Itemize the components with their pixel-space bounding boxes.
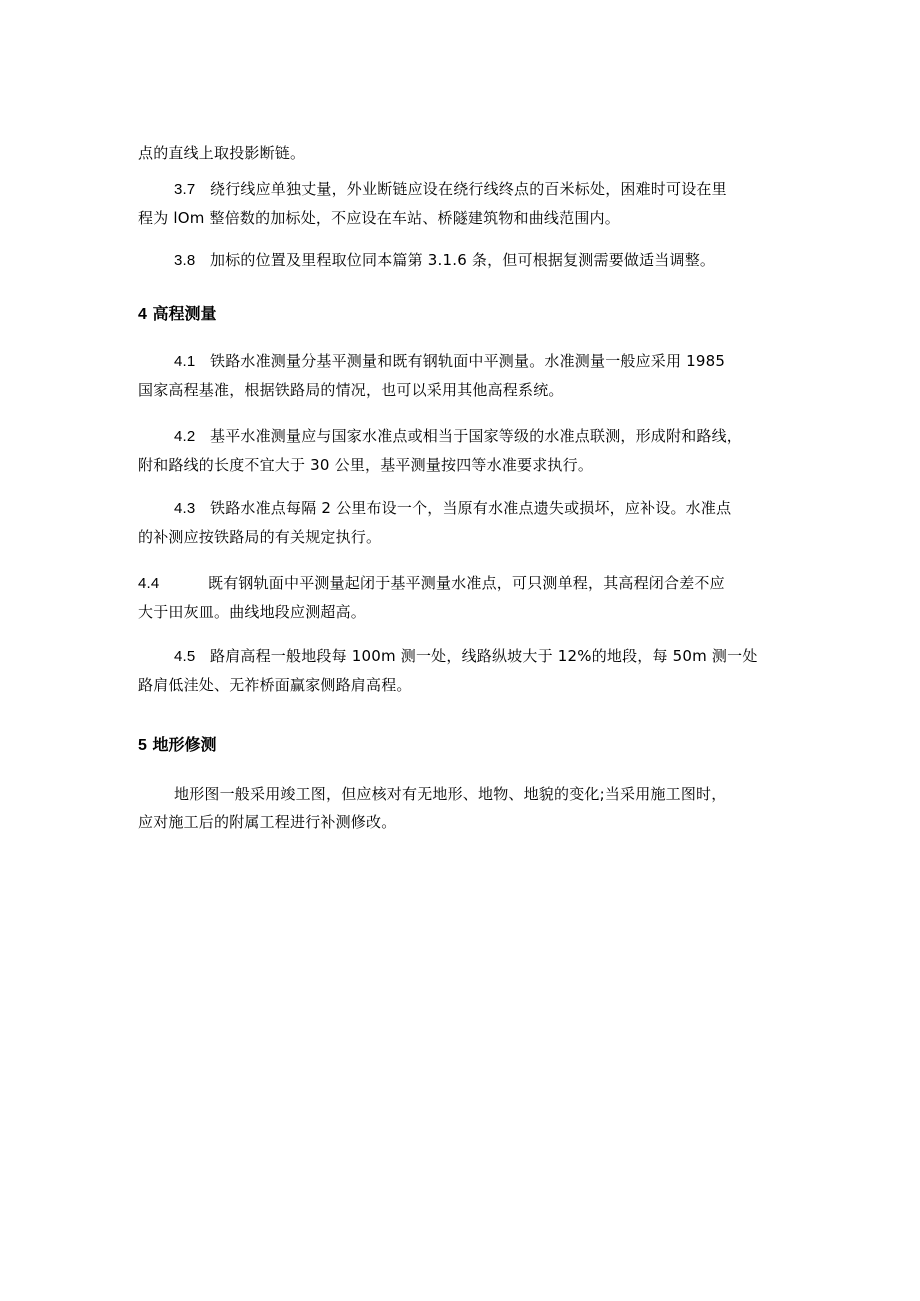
section-heading-4 xyxy=(138,302,217,327)
heading-title: 地形修测 xyxy=(152,735,217,754)
heading-number: 5 xyxy=(138,737,147,754)
paragraph-line: 基平水准测量应与国家水准点或相当于国家等级的水准点联测，形成附和路线， xyxy=(210,427,743,445)
heading-title: 高程测量 xyxy=(152,304,217,323)
paragraph-4-5 xyxy=(138,642,788,699)
paragraph-continuation xyxy=(138,139,788,167)
paragraph-line: 路肩低洼处、无祚桥面赢家侧路肩高程。 xyxy=(138,676,412,694)
paragraph-line: 程为 lOm 整倍数的加标处，不应设在车站、桥隧建筑物和曲线范围内。 xyxy=(138,209,620,227)
paragraph-line: 路肩高程一般地段每 100m 测一处，线路纵坡大于 12%的地段，每 50m 测一处 xyxy=(210,647,758,665)
paragraph-3-7 xyxy=(138,175,788,232)
paragraph-line: 铁路水准测量分基平测量和既有钢轨面中平测量。水准测量一般应采用 1985 xyxy=(210,352,726,370)
paragraph-line: 铁路水准点每隔 2 公里布设一个，当原有水准点遗失或损坏，应补设。水准点 xyxy=(210,499,732,517)
paragraph-line: 应对施工后的附属工程进行补测修改。 xyxy=(138,813,397,831)
section-heading-5 xyxy=(138,733,217,758)
paragraph-4-4 xyxy=(138,569,788,626)
item-number: 3.8 xyxy=(174,252,196,269)
item-number: 4.1 xyxy=(174,353,196,370)
paragraph-4-1 xyxy=(138,347,788,404)
paragraph-3-8 xyxy=(138,246,788,275)
paragraph-line: 的补测应按铁路局的有关规定执行。 xyxy=(138,528,382,546)
item-number: 4.2 xyxy=(174,428,196,445)
paragraph-4-3 xyxy=(138,494,788,551)
heading-number: 4 xyxy=(138,306,147,323)
paragraph-5 xyxy=(138,780,788,836)
paragraph-line: 点的直线上取投影断链。 xyxy=(138,144,306,162)
item-number: 4.5 xyxy=(174,648,196,665)
paragraph-line: 附和路线的长度不宜大于 30 公里，基平测量按四等水准要求执行。 xyxy=(138,456,594,474)
paragraph-line: 国家高程基准，根据铁路局的情况，也可以采用其他高程系统。 xyxy=(138,381,564,399)
item-number: 3.7 xyxy=(174,181,196,198)
paragraph-line: 大于田灰皿。曲线地段应测超高。 xyxy=(138,603,367,621)
paragraph-line: 绕行线应单独丈量，外业断链应设在绕行线终点的百米标处，困难时可设在里 xyxy=(210,180,727,198)
item-number: 4.4 xyxy=(138,575,160,592)
paragraph-line: 既有钢轨面中平测量起闭于基平测量水准点，可只测单程，其高程闭合差不应 xyxy=(208,574,725,592)
paragraph-4-2 xyxy=(138,422,788,479)
paragraph-line: 加标的位置及里程取位同本篇第 3.1.6 条，但可根据复测需要做适当调整。 xyxy=(210,251,716,269)
item-number: 4.3 xyxy=(174,500,196,517)
paragraph-line: 地形图一般采用竣工图，但应核对有无地形、地物、地貌的变化;当采用施工图时， xyxy=(174,785,727,803)
